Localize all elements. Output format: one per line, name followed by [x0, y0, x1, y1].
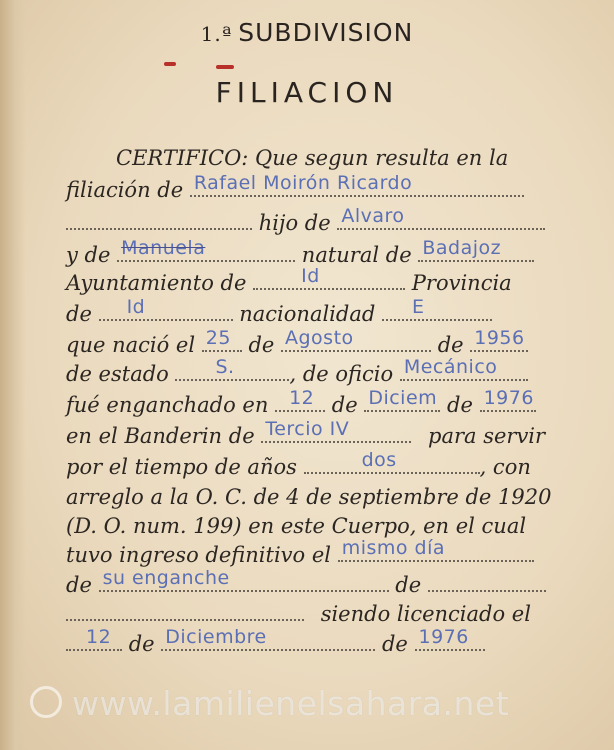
de-label-3: de: [437, 333, 464, 357]
line-enganchado: [66, 387, 536, 417]
name-value: Rafael Moirón Ricardo: [193, 172, 413, 194]
ingreso-label: tuvo ingreso definitivo el: [66, 543, 331, 567]
birth-month-field: [281, 327, 431, 352]
enganche-month-field: [364, 387, 440, 412]
blank-field-2: [428, 574, 546, 592]
line-intro: [116, 146, 508, 170]
enganche-year-value: 1976: [483, 387, 534, 409]
father-value: Alvaro: [341, 205, 405, 227]
lic-month-field: [161, 626, 375, 651]
lic-year-value: 1976: [418, 626, 469, 648]
enganche-year-field: [480, 387, 536, 412]
licenciado-label: siendo licenciado el: [320, 602, 531, 626]
oficio-label: , de oficio: [289, 362, 394, 386]
estado-field: [175, 356, 289, 381]
de-label-6: de: [66, 573, 92, 597]
provincia-label: Provincia: [411, 271, 512, 295]
de-label-2: de: [248, 333, 275, 357]
anos-value: dos: [361, 449, 397, 471]
de-label-7: de: [395, 573, 422, 597]
ingreso-value: mismo día: [341, 537, 446, 559]
line-do: [66, 514, 526, 538]
subdivision-number: 1.ª: [200, 22, 233, 46]
line-provincia: [66, 296, 492, 326]
enganchado-label: fué enganchado en: [66, 393, 269, 417]
blank-field: [66, 212, 252, 230]
de-label: de: [66, 302, 92, 326]
watermark: [30, 684, 509, 723]
line-filiacion: [66, 172, 524, 202]
blank-field-3: [66, 603, 304, 621]
do-text: (D. O. num. 199) en este Cuerpo, en el cual: [66, 514, 527, 538]
line-arreglo: [66, 485, 551, 509]
red-mark-right: [216, 65, 234, 69]
birthplace-value: Badajoz: [422, 237, 502, 259]
enganche-day-field: [275, 387, 325, 412]
line-madre: [66, 237, 534, 267]
birth-year-field: [470, 327, 528, 352]
birthplace-field: [418, 237, 534, 262]
provincia-field: [99, 296, 233, 321]
ayuntamiento-label: Ayuntamiento de: [66, 271, 247, 295]
oficio-value: Mecánico: [403, 356, 498, 378]
natural-label: natural de: [301, 243, 412, 267]
birth-day-value: 25: [205, 327, 231, 349]
arreglo-text: arreglo a la O. C. de 4 de septiembre de 1920: [66, 485, 552, 509]
copyright-icon: [30, 686, 62, 718]
lic-year-field: [415, 626, 485, 651]
line-lic-date: [66, 626, 485, 656]
ingreso-de-value: su enganche: [102, 567, 230, 589]
mother-value: Manuela: [121, 237, 206, 259]
intro-text: CERTIFICO: Que segun resulta en la: [116, 146, 509, 170]
line-hijo: [66, 205, 545, 235]
banderin-value: Tercio IV: [265, 418, 350, 440]
provincia-value: Id: [126, 296, 146, 318]
line-banderin: [66, 418, 546, 448]
ingreso-de-field: [99, 567, 389, 592]
ingreso-field: [338, 537, 534, 562]
line-ayuntamiento: [66, 265, 512, 295]
line-nacio: [66, 327, 528, 357]
para-servir-label: para servir: [428, 424, 546, 448]
subdivision-label: SUBDIVISION: [238, 18, 414, 47]
banderin-label: en el Banderin de: [66, 424, 255, 448]
mother-field: [117, 237, 295, 262]
filiacion-label: filiación de: [66, 178, 184, 202]
estado-label: de estado: [66, 362, 169, 386]
birth-day-field: [202, 327, 242, 352]
birth-year-value: 1956: [474, 327, 525, 349]
name-field: [190, 172, 524, 197]
estado-value: S.: [215, 356, 235, 378]
banderin-field: [261, 418, 411, 443]
ayuntamiento-field: [253, 265, 405, 290]
nacionalidad-value: E: [412, 296, 425, 318]
enganche-day-value: 12: [289, 387, 315, 409]
enganche-month-value: Diciem: [368, 387, 438, 409]
birth-month-value: Agosto: [285, 327, 354, 349]
tiempo-label: por el tiempo de años: [66, 455, 297, 479]
red-mark-left: [164, 62, 176, 66]
oficio-field: [400, 356, 528, 381]
nacionalidad-label: nacionalidad: [239, 302, 376, 326]
anos-field: [304, 449, 480, 474]
watermark-text: www.lamilienelsahara.net: [72, 684, 510, 723]
nacionalidad-field: [382, 296, 492, 321]
line-licenciado: [66, 602, 531, 626]
de-label-4: de: [331, 393, 358, 417]
de-label-9: de: [381, 632, 408, 656]
de-label-5: de: [447, 393, 473, 417]
lic-month-value: Diciembre: [165, 626, 267, 648]
con-label: , con: [479, 455, 531, 479]
line-tiempo: [66, 449, 531, 479]
y-de-label: y de: [66, 243, 111, 267]
father-field: [337, 205, 545, 230]
ayuntamiento-value: Id: [301, 265, 320, 287]
subdivision-heading: [0, 18, 614, 47]
nacio-label: que nació el: [66, 333, 196, 357]
line-estado: [66, 356, 528, 386]
lic-day-field: [66, 626, 122, 651]
line-ingreso-de: [66, 567, 546, 597]
line-ingreso: [66, 537, 534, 567]
binding-shadow: [0, 0, 26, 750]
de-label-8: de: [128, 632, 155, 656]
page-title: FILIACION: [215, 76, 399, 109]
hijo-label: hijo de: [258, 211, 331, 235]
lic-day-value: 12: [86, 626, 112, 648]
